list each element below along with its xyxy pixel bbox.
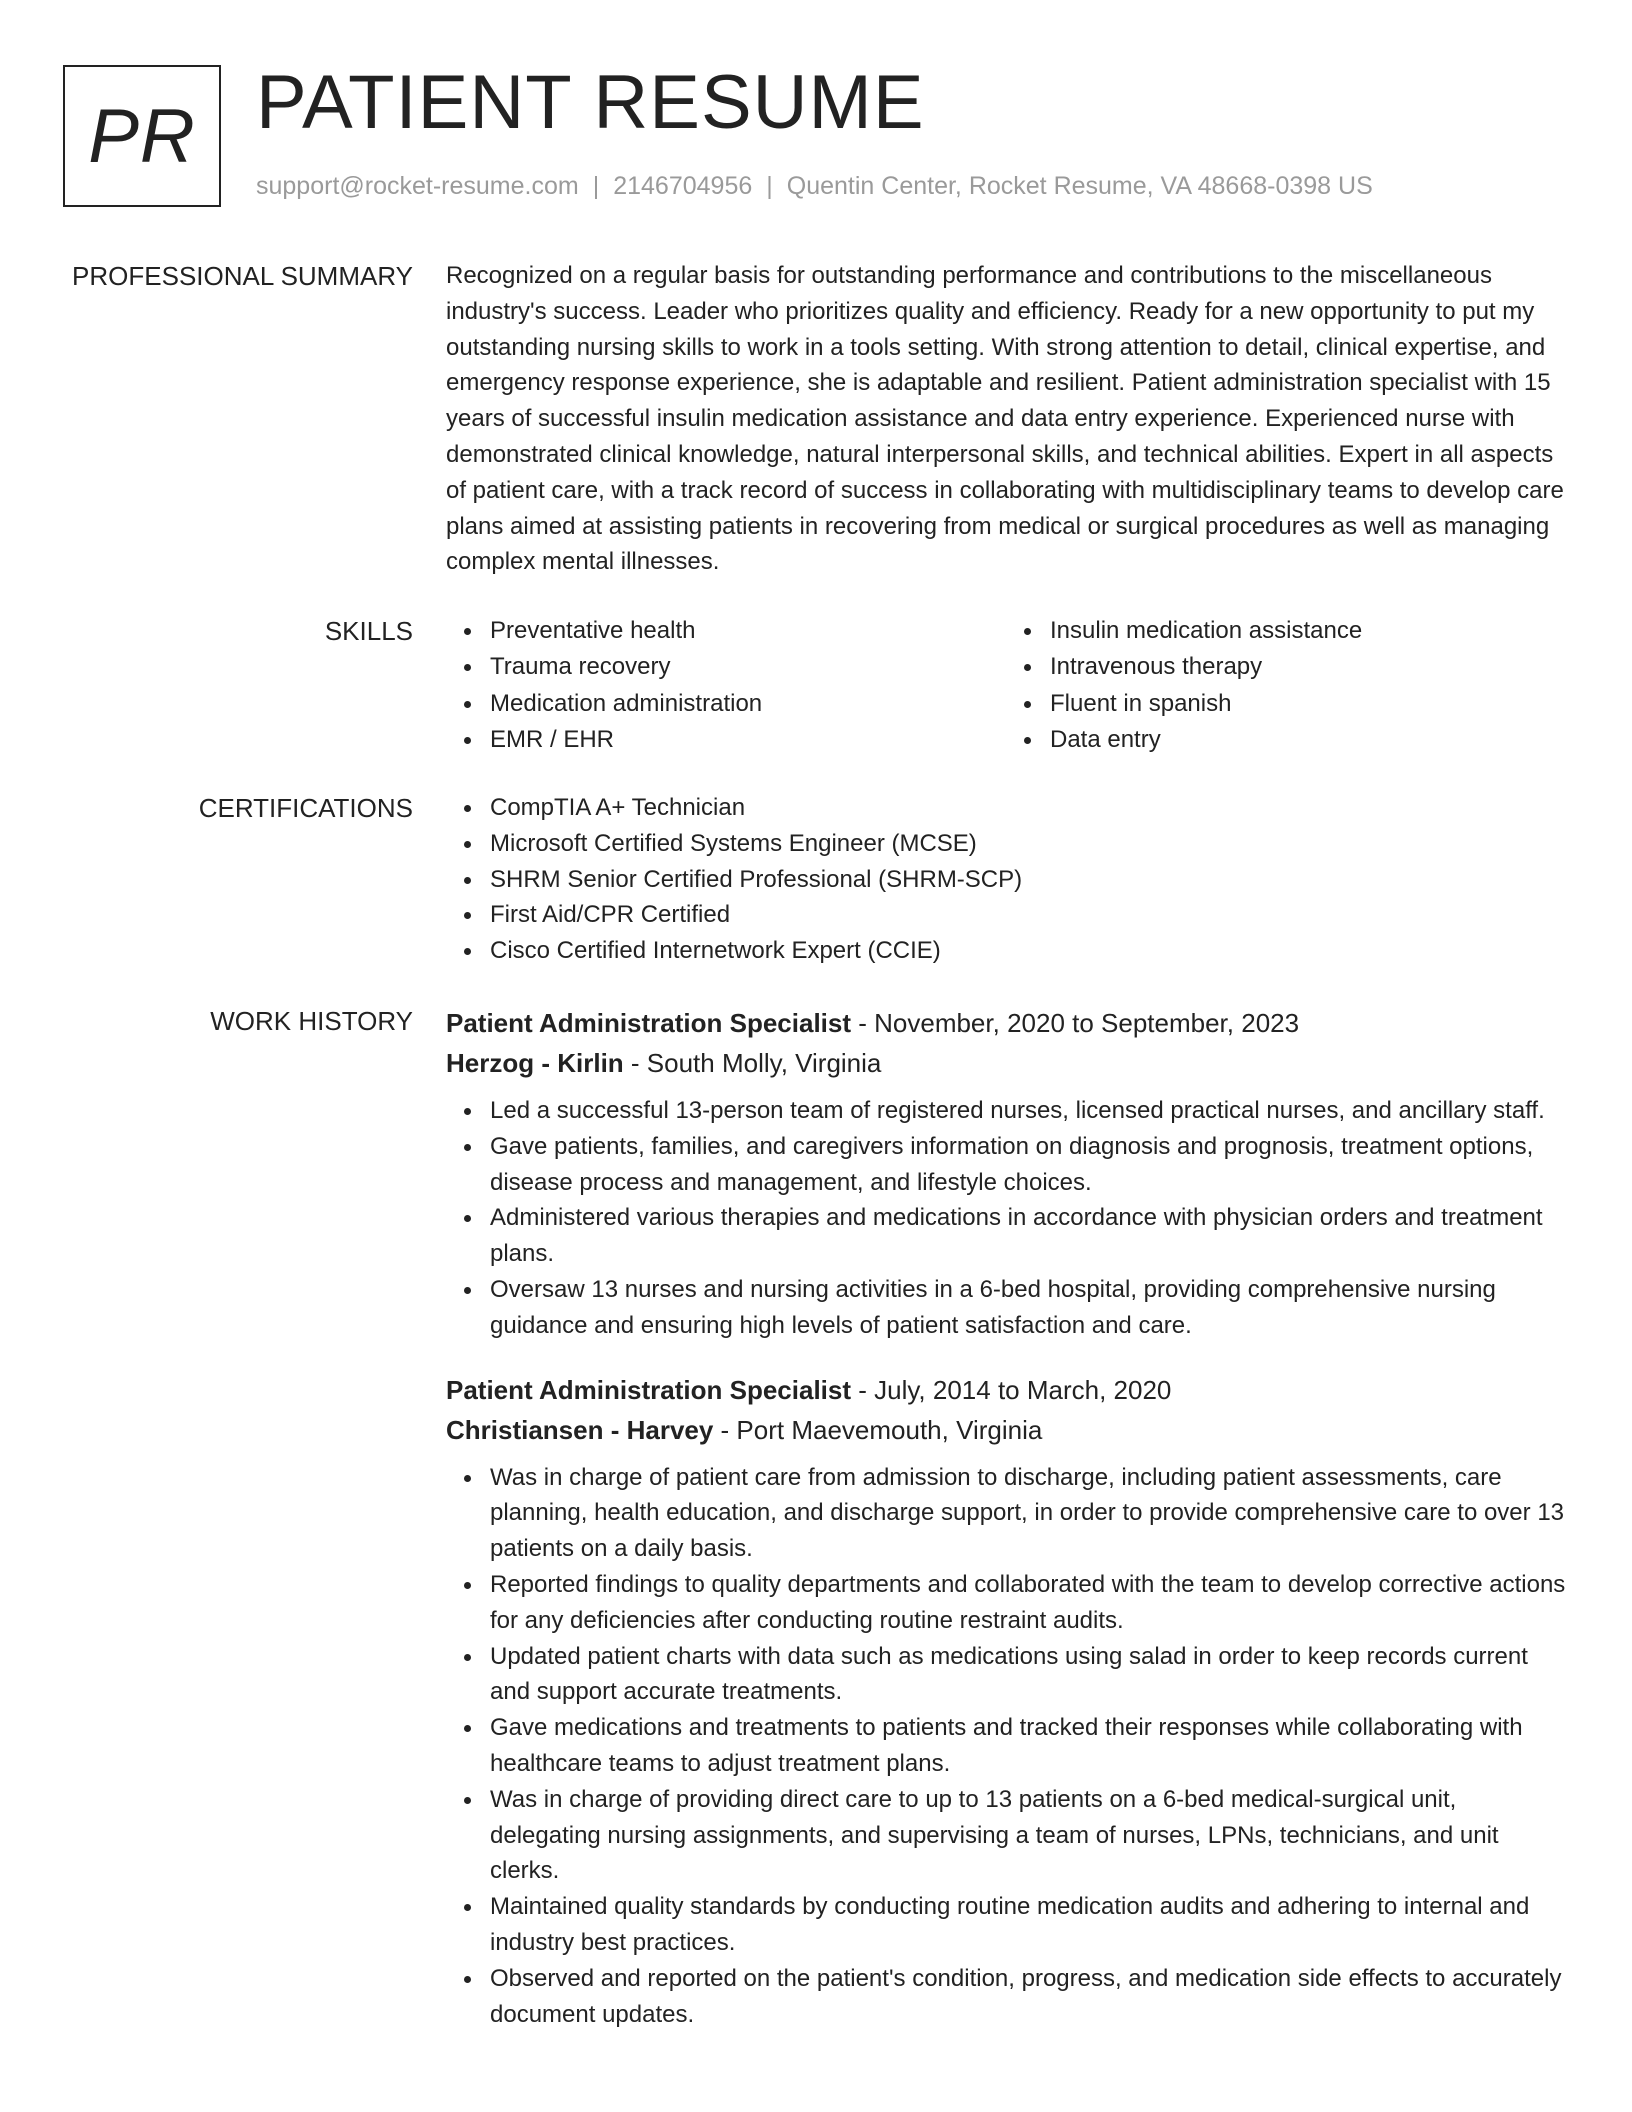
skill-item: Medication administration (490, 686, 1006, 722)
summary-content (446, 258, 1566, 580)
job-company-line (446, 1410, 1566, 1450)
certifications-list (446, 790, 1566, 969)
section-label-skills: SKILLS (324, 616, 413, 646)
job-bullet: Gave medications and treatments to patients and tracked their responses while collaborating with healthcare teams to adjust treatment plans. (490, 1710, 1566, 1782)
skills-list-right (1006, 613, 1566, 758)
page-title: PATIENT RESUME (256, 60, 925, 145)
job-bullets (446, 1460, 1566, 2033)
work-history-content (446, 1003, 1566, 2032)
job-title-line (446, 1003, 1566, 1043)
skill-item: Fluent in spanish (1050, 686, 1566, 722)
contact-separator: | (592, 172, 600, 200)
certifications-content (446, 790, 1566, 969)
job-company: Herzog - Kirlin (446, 1048, 624, 1078)
job-bullet: Led a successful 13-person team of registered nurses, licensed practical nurses, and ancillary staff. (490, 1093, 1566, 1129)
skill-item: Preventative health (490, 613, 1006, 649)
job-bullet: Administered various therapies and medications in accordance with physician orders and treatment plans. (490, 1200, 1566, 1272)
skills-content (446, 613, 1566, 758)
skill-item: Data entry (1050, 722, 1566, 758)
job-entry (446, 1370, 1566, 2033)
skill-item: Insulin medication assistance (1050, 613, 1566, 649)
job-location: - Port Maevemouth, Virginia (713, 1414, 1043, 1445)
job-company: Christiansen - Harvey (446, 1414, 714, 1445)
section-label-certifications: CERTIFICATIONS (198, 793, 413, 823)
skill-item: EMR / EHR (490, 722, 1006, 758)
contact-address: Quentin Center, Rocket Resume, VA 48668-0398 US (786, 172, 1373, 200)
section-label-work-history: WORK HISTORY (210, 1006, 413, 1036)
monogram-logo: PR (63, 65, 221, 207)
certification-item: CompTIA A+ Technician (490, 790, 1566, 826)
section-label-summary: PROFESSIONAL SUMMARY (72, 261, 413, 291)
job-title: Patient Administration Specialist (446, 1374, 852, 1405)
job-title-line (446, 1370, 1566, 1410)
job-location: - South Molly, Virginia (623, 1048, 882, 1078)
certification-item: First Aid/CPR Certified (490, 897, 1566, 933)
job-bullet: Maintained quality standards by conducting routine medication audits and adhering to internal and industry best practices. (490, 1889, 1566, 1961)
job-dates: - July, 2014 to March, 2020 (851, 1374, 1172, 1405)
job-bullet: Observed and reported on the patient's condition, progress, and medication side effects to accurately document updates. (490, 1961, 1566, 2033)
certification-item: SHRM Senior Certified Professional (SHRM-SCP) (490, 862, 1566, 898)
job-bullet: Gave patients, families, and caregivers information on diagnosis and prognosis, treatment options, disease process and management, and lifestyle choices. (490, 1129, 1566, 1201)
skill-item: Trauma recovery (490, 649, 1006, 685)
contact-email: support@rocket-resume.com (256, 172, 579, 200)
contact-phone: 2146704956 (613, 172, 753, 200)
contact-line (256, 172, 1373, 201)
job-entry (446, 1003, 1566, 1344)
job-bullet: Updated patient charts with data such as medications using salad in order to keep records current and support accurate treatments. (490, 1639, 1566, 1711)
job-bullet: Was in charge of patient care from admission to discharge, including patient assessments, care planning, health education, and discharge support, in order to provide comprehensive care to over 13 patients on a daily basis. (490, 1460, 1566, 1567)
skill-item: Intravenous therapy (1050, 649, 1566, 685)
contact-separator: | (766, 172, 773, 200)
job-bullet: Oversaw 13 nurses and nursing activities in a 6-bed hospital, providing comprehensive nursing guidance and ensuring high levels of patient satisfaction and care. (490, 1272, 1566, 1344)
skills-list-left (446, 613, 1006, 758)
job-bullet: Was in charge of providing direct care to up to 13 patients on a 6-bed medical-surgical unit, delegating nursing assignments, and supervising a team of nurses, LPNs, technicians, and unit clerks. (490, 1782, 1566, 1889)
job-bullets (446, 1093, 1566, 1344)
job-title: Patient Administration Specialist (446, 1008, 852, 1038)
summary-text: Recognized on a regular basis for outstanding performance and contributions to the miscellaneous industry's success. Leader who prioritizes quality and efficiency. Ready for a new opportunity to put my outstanding nursing skills to work in a tools setting. With strong attention to detail, clinical expertise, and emergency response experience, she is adaptable and resilient. Patient administration specialist with 15 years of successful insulin medication assistance and data entry experience. Experienced nurse with demonstrated clinical knowledge, natural interpersonal skills, and technical abilities. Expert in all aspects of patient care, with a track record of success in collaborating with multidisciplinary teams to develop care plans aimed at assisting patients in recovering from medical or surgical procedures as well as managing complex mental illnesses. (446, 262, 1564, 576)
certification-item: Microsoft Certified Systems Engineer (MCSE) (490, 826, 1566, 862)
certification-item: Cisco Certified Internetwork Expert (CCIE) (490, 933, 1566, 969)
job-bullet: Reported findings to quality departments and collaborated with the team to develop corrective actions for any deficiencies after conducting routine restraint audits. (490, 1567, 1566, 1639)
job-dates: - November, 2020 to September, 2023 (851, 1008, 1300, 1038)
job-company-line (446, 1043, 1566, 1083)
